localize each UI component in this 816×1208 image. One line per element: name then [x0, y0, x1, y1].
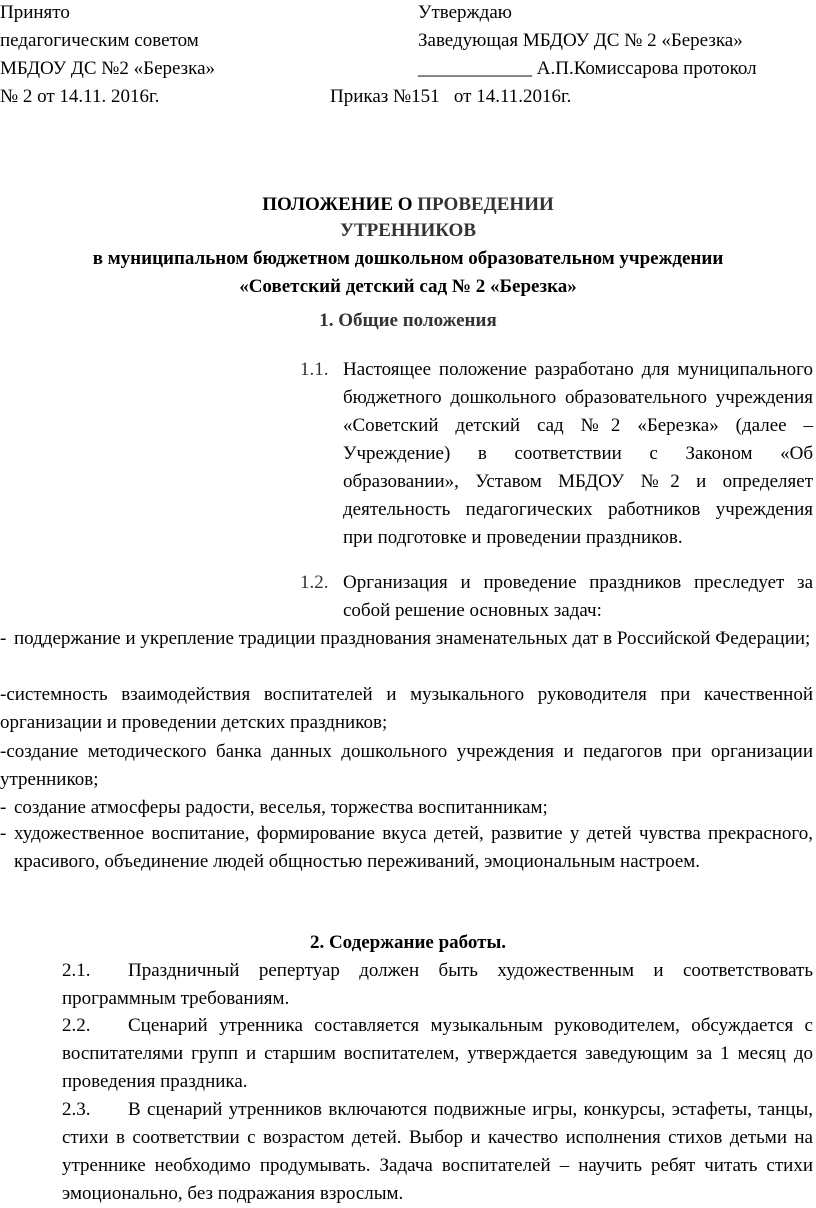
doc-title-line3: в муниципальном бюджетном дошкольном образовательном учреждении — [92, 248, 724, 269]
order-number: Приказ №151 от 14.11.2016г. — [330, 86, 572, 107]
bullet-2-text: -системность взаимодействия воспитателей и музыкального руководителя при качественной организации и проведении детских праздников; — [0, 684, 813, 733]
item-1-2-text: Организация и проведение праздников преследует за собой решение основных задач: — [343, 572, 813, 621]
item-2-3-number: 2.3. — [62, 1099, 91, 1120]
doc-title-line4: «Советский детский сад № 2 «Березка» — [239, 276, 577, 297]
approval-org: МБДОУ ДС №2 «Березка» — [0, 58, 216, 79]
item-2-1-text: Праздничный репертуар должен быть художественным и соответствовать программным требованиям. — [62, 960, 813, 1009]
approval-protocol: № 2 от 14.11. 2016г. — [0, 86, 160, 107]
bullet-5-dash: - — [0, 823, 7, 844]
item-2-2-text: Сценарий утренника составляется музыкальным руководителем, обсуждается с воспитателями групп и старшим воспитателем, утверждается заведующим за 1 месяц до проведения праздника. — [62, 1015, 813, 1092]
doc-title-line2: УТРЕННИКОВ — [340, 220, 476, 241]
item-2-1-number: 2.1. — [62, 960, 91, 981]
doc-title-part2: ПРОВЕДЕНИИ — [417, 194, 554, 215]
bullet-1-text: поддержание и укрепление традиции празднования знаменательных дат в Российской Федерации; — [14, 628, 811, 649]
doc-title-line1 — [0, 192, 816, 218]
bullet-4-text: создание атмосферы радости, веселья, торжества воспитанникам; — [14, 797, 548, 818]
bullet-4-dash: - — [0, 797, 7, 818]
section1-heading: 1. Общие положения — [319, 310, 497, 331]
item-2-3-text: В сценарий утренников включаются подвижные игры, конкурсы, эстафеты, танцы, стихи в соответствии с возрастом детей. Выбор и качество исполнения стихов детьми на утреннике необходимо продумывать. Задача воспитателей – научить ребят читать стихи эмоционально, без подражания взрослым. — [62, 1099, 813, 1204]
bullet-1-dash: - — [0, 628, 7, 649]
item-1-1-number: 1.1. — [300, 359, 329, 380]
approve-label: Утверждаю — [418, 2, 512, 23]
item-1-1-text: Настоящее положение разработано для муниципального бюджетного дошкольного образовательного учреждения «Советский детский сад №2 «Березка» (далее – Учреждение) в соответствии с Законом «Об образовании», Уставом МБДОУ №2 и определяет деятельность педагогических работников учреждения при подготовке и проведении праздников. — [343, 359, 813, 548]
item-2-2-number: 2.2. — [62, 1015, 91, 1036]
approval-body: педагогическим советом — [0, 30, 199, 51]
item-1-2-number: 1.2. — [300, 572, 329, 593]
approval-label: Принято — [0, 2, 70, 23]
approve-signature: ____________ А.П.Комиссарова протокол — [418, 58, 757, 79]
section2-heading: 2. Содержание работы. — [309, 932, 507, 953]
bullet-3-text: -создание методического банка данных дошкольного учреждения и педагогов при организации утренников; — [0, 741, 813, 790]
bullet-5-text: художественное воспитание, формирование вкуса детей, развитие у детей чувства прекрасного, красивого, объединение людей общностью переживаний, эмоциональным настроем. — [14, 823, 813, 872]
doc-title-part1: ПОЛОЖЕНИЕ О — [262, 194, 418, 215]
approve-head: Заведующая МБДОУ ДС № 2 «Березка» — [418, 30, 743, 51]
